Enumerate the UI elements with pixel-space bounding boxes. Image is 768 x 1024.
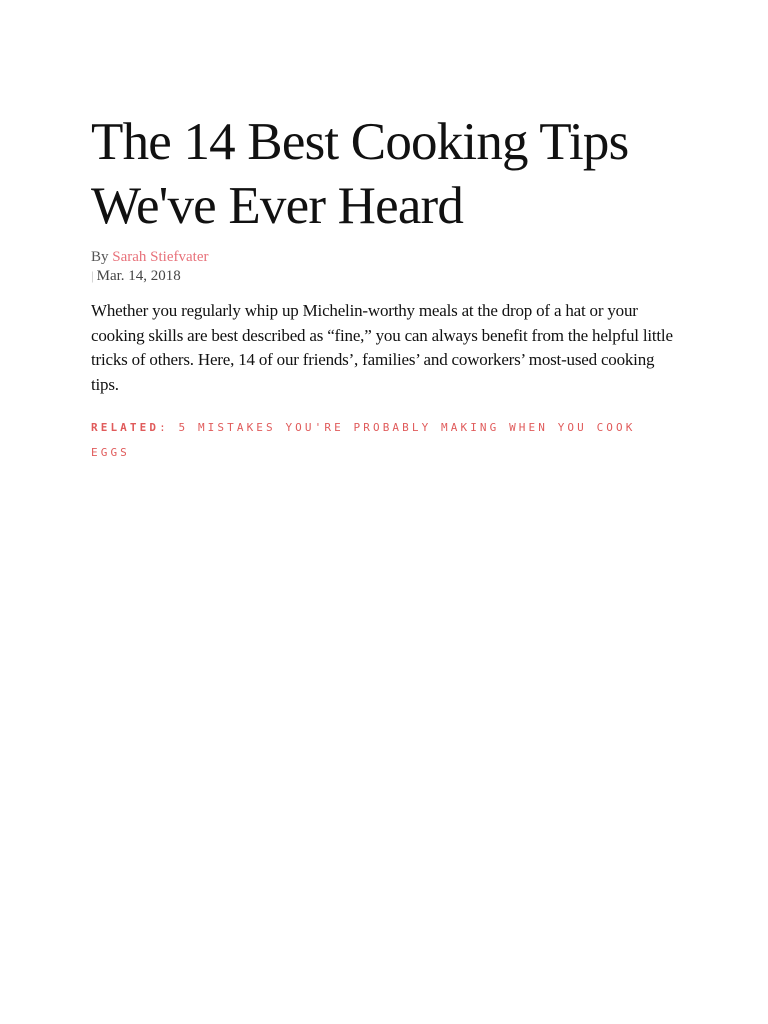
article [91,110,681,465]
publish-date: Mar. 14, 2018 [96,268,181,284]
article-title-line-1: The 14 Best Cooking Tips [91,113,629,171]
article-title-line-2: We've Ever Heard [91,177,464,235]
author-link[interactable]: Sarah Stiefvater [112,249,209,265]
date-separator: | [91,268,94,283]
related-colon: : [159,421,179,434]
byline-prefix: By [91,249,113,265]
related-link-block [91,415,681,465]
related-label: RELATED [91,421,160,434]
dateline [91,267,681,285]
article-title [91,110,681,238]
related-article-link[interactable]: 5 MISTAKES YOU'RE PROBABLY MAKING WHEN YOU COOK EGGS [91,421,636,459]
byline [91,247,681,267]
intro-paragraph: Whether you regularly whip up Michelin-worthy meals at the drop of a hat or your cooking skills are best described as “fine,” you can always benefit from the helpful little tricks of others. Here, 14 of our friends’, families’ and coworkers’ most-used cooking tips. [91,301,673,394]
